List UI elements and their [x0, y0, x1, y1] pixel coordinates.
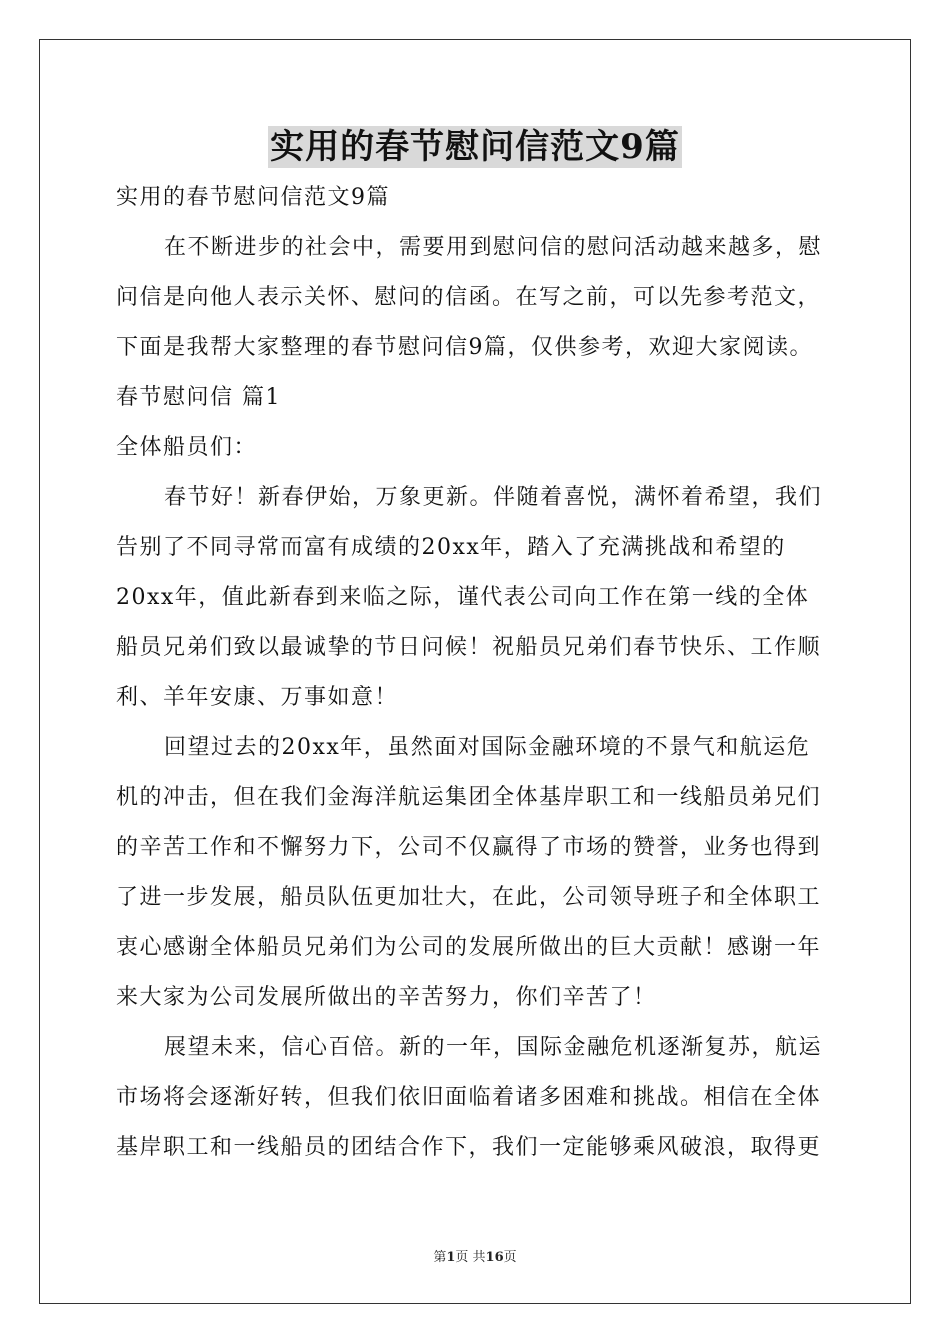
text-line: 在不断进步的社会中，需要用到慰问信的慰问活动越来越多，慰: [164, 235, 823, 260]
text-line: 市场将会逐渐好转，但我们依旧面临着诸多困难和挑战。相信在全体: [116, 1085, 822, 1110]
footer-suffix: 页: [503, 1250, 517, 1265]
page-border: [39, 39, 911, 1304]
total-page-count: 16: [485, 1250, 504, 1265]
page-footer: [0, 1249, 950, 1267]
text-line: 下面是我帮大家整理的春节慰问信9篇，仅供参考，欢迎大家阅读。: [116, 335, 813, 360]
text-line: 机的冲击，但在我们金海洋航运集团全体基岸职工和一线船员弟兄们: [116, 785, 822, 810]
text-line: 回望过去的20xx年，虽然面对国际金融环境的不景气和航运危: [164, 735, 811, 760]
text-line: 的辛苦工作和不懈努力下，公司不仅赢得了市场的赞誉，业务也得到: [116, 835, 822, 860]
text-line: 来大家为公司发展所做出的辛苦努力，你们辛苦了！: [116, 985, 657, 1010]
section-heading: 春节慰问信 篇1: [116, 385, 281, 410]
text-line: 利、羊年安康、万事如意！: [116, 685, 399, 710]
text-line: 船员兄弟们致以最诚挚的节日问候！祝船员兄弟们春节快乐、工作顺: [116, 635, 822, 660]
text-line: 衷心感谢全体船员兄弟们为公司的发展所做出的巨大贡献！感谢一年: [116, 935, 822, 960]
text-line: 春节好！新春伊始，万象更新。伴随着喜悦，满怀着希望，我们: [164, 485, 823, 510]
subtitle-line: 实用的春节慰问信范文9篇: [116, 185, 390, 210]
text-line: 问信是向他人表示关怀、慰问的信函。在写之前，可以先参考范文，: [116, 285, 822, 310]
title-container: [0, 126, 950, 168]
document-title: 实用的春节慰问信范文9篇: [270, 127, 680, 167]
text-line: 了进一步发展，船员队伍更加壮大，在此，公司领导班子和全体职工: [116, 885, 822, 910]
text-line: 基岸职工和一线船员的团结合作下，我们一定能够乘风破浪，取得更: [116, 1135, 822, 1160]
current-page-number: 1: [446, 1250, 456, 1265]
text-line: 展望未来，信心百倍。新的一年，国际金融危机逐渐复苏，航运: [164, 1035, 823, 1060]
text-line: 告别了不同寻常而富有成绩的20xx年，踏入了充满挑战和希望的: [116, 535, 786, 560]
footer-prefix: 第: [433, 1250, 447, 1265]
footer-mid: 页 共: [455, 1250, 486, 1265]
salutation: 全体船员们：: [116, 435, 258, 460]
text-line: 20xx年，值此新春到来临之际，谨代表公司向工作在第一线的全体: [116, 585, 810, 610]
